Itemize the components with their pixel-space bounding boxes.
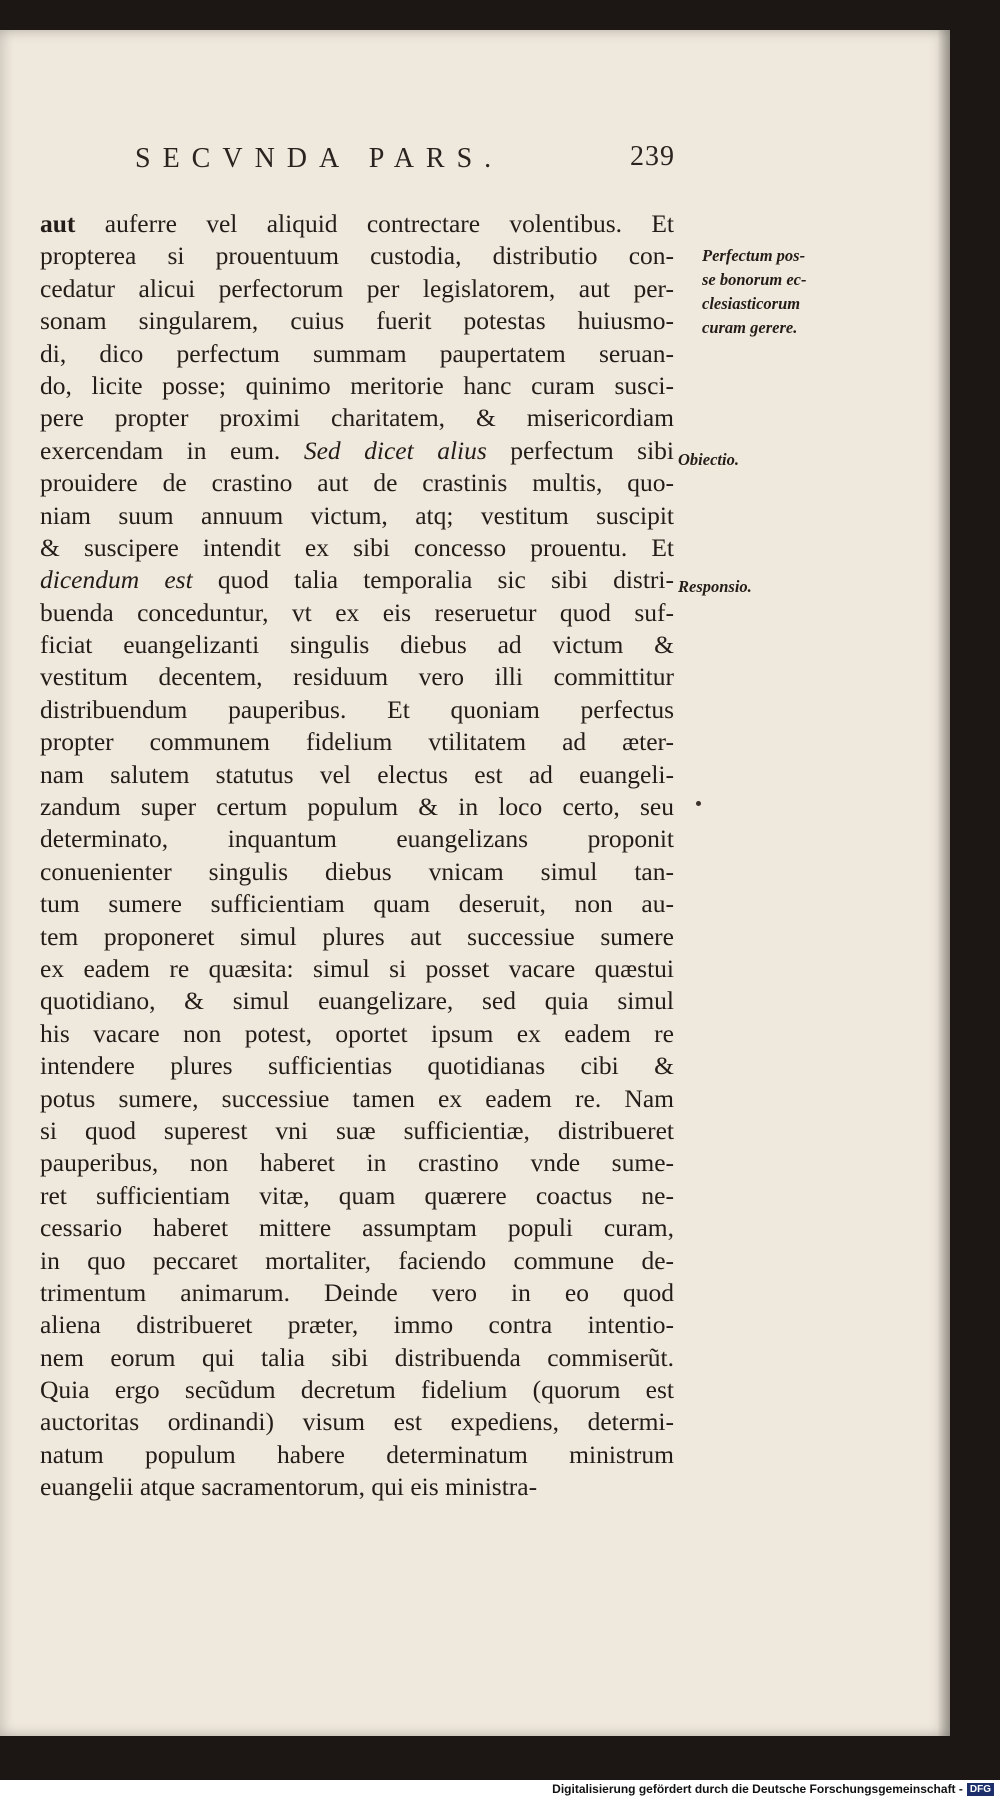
text-run: niam suum annuum victum, atq; vestitum suscipit (40, 500, 674, 530)
text-run: aliena distribueret præter, immo contra intentio- (40, 1310, 674, 1340)
text-run: zandum super certum populum & in loco certo, seu (40, 792, 674, 822)
credit-text: Digitalisierung gefördert durch die Deutsche Forschungsgemeinschaft - (552, 1782, 963, 1796)
text-run: di, dico perfectum summam paupertatem seruan- (40, 338, 674, 368)
text-line (40, 273, 674, 305)
text-line (40, 1471, 674, 1503)
text-line (40, 1212, 674, 1244)
italic-phrase: dicendum est (40, 565, 193, 595)
text-line (40, 370, 674, 402)
text-line (40, 1018, 674, 1050)
text-line (40, 1147, 674, 1179)
bold-word: aut (40, 209, 105, 238)
digitization-credit (552, 1782, 994, 1796)
text-line (40, 1374, 674, 1406)
gloss-line: se bonorum ec- (702, 270, 807, 289)
text-run: & suscipere intendit ex sibi concesso prouentu. Et (40, 532, 674, 562)
text-line (40, 1439, 674, 1471)
gloss-line: curam gerere. (702, 318, 798, 337)
margin-gloss-responsio: Responsio. (678, 577, 752, 596)
text-run: distribuendum pauperibus. Et quoniam perfectus (40, 694, 674, 724)
text-line (40, 1309, 674, 1341)
margin-gloss-perfectum (702, 244, 832, 340)
text-line (40, 1277, 674, 1309)
text-run: pauperibus, non haberet in crastino vnde sume- (40, 1148, 674, 1178)
text-run: pere propter proximi charitatem, & misericordiam (40, 403, 674, 433)
text-run: tum sumere sufficientiam quam deseruit, non au- (40, 889, 674, 919)
gloss-line: clesiasticorum (702, 294, 801, 313)
page-number: 239 (630, 141, 675, 172)
text-run: Quia ergo secũdum decretum fidelium (quorum est (40, 1375, 674, 1405)
dfg-logo: DFG (967, 1783, 994, 1796)
text-line (40, 240, 674, 272)
text-line (40, 1342, 674, 1374)
text-line (40, 402, 674, 434)
text-run: cedatur alicui perfectorum per legislatorem, aut per- (40, 273, 674, 303)
text-line (40, 500, 674, 532)
text-line (40, 597, 674, 629)
text-line (40, 435, 674, 467)
text-run: potus sumere, successiue tamen ex eadem re. Nam (40, 1083, 674, 1113)
margin-ink-mark (696, 801, 701, 806)
text-run: his vacare non potest, oportet ipsum ex eadem re (40, 1018, 674, 1048)
text-line (40, 1245, 674, 1277)
text-run: ret sufficientiam vitæ, quam quærere coactus ne- (40, 1180, 674, 1210)
text-line (40, 888, 674, 920)
text-line (40, 1180, 674, 1212)
text-run: exercendam in eum. (40, 435, 304, 465)
text-line (40, 564, 674, 596)
text-run: determinato, inquantum euangelizans proponit (40, 824, 674, 854)
text-line (40, 532, 674, 564)
text-line (40, 985, 674, 1017)
text-run: vestitum decentem, residuum vero illi committitur (40, 662, 674, 692)
text-run: propterea si prouentuum custodia, distributio con- (40, 241, 674, 271)
text-line (40, 694, 674, 726)
text-run: natum populum habere determinatum ministrum (40, 1439, 674, 1469)
text-line (40, 856, 674, 888)
text-run: do, licite posse; quinimo meritorie hanc curam susci- (40, 370, 674, 400)
text-line (40, 467, 674, 499)
text-line (40, 1050, 674, 1082)
book-page (0, 30, 950, 1736)
text-run: ficiat euangelizanti singulis diebus ad victum & (40, 630, 674, 660)
text-run: trimentum animarum. Deinde vero in eo quod (40, 1277, 674, 1307)
text-line (40, 1083, 674, 1115)
text-line (40, 629, 674, 661)
text-line (40, 759, 674, 791)
text-line (40, 726, 674, 758)
text-run: perfectum sibi (486, 435, 674, 465)
text-run: quotidiano, & simul euangelizare, sed quia simul (40, 986, 674, 1016)
running-head (135, 131, 675, 187)
text-run: nem eorum qui talia sibi distribuenda commiserũt. (40, 1342, 674, 1372)
text-run: si quod superest vni suæ sufficientiæ, distribueret (40, 1115, 674, 1145)
text-run: buenda conceduntur, vt ex eis reseruetur quod suf- (40, 597, 674, 627)
running-head-title: SECVNDA PARS. (135, 143, 504, 174)
text-run: auctoritas ordinandi) visum est expediens, determi- (40, 1407, 674, 1437)
text-run: conuenienter singulis diebus vnicam simul tan- (40, 856, 674, 886)
text-run: euangelii atque sacramentorum, qui eis ministra- (40, 1472, 538, 1502)
text-run: tem proponeret simul plures aut successiue sumere (40, 921, 674, 951)
text-line (40, 921, 674, 953)
text-run: nam salutem statutus vel electus est ad euangeli- (40, 759, 674, 789)
text-run: auferre vel aliquid contrectare volentibus. Et (104, 209, 674, 238)
gloss-line: Perfectum pos- (702, 246, 806, 265)
text-run: cessario haberet mittere assumptam populi curam, (40, 1213, 674, 1243)
text-run: quod talia temporalia sic sibi distri- (192, 565, 674, 595)
text-line (40, 791, 674, 823)
italic-phrase: Sed dicet alius (303, 435, 487, 465)
text-run: propter communem fidelium vtilitatem ad æter- (40, 727, 674, 757)
text-line (40, 661, 674, 693)
text-line (40, 338, 674, 370)
text-line (40, 823, 674, 855)
text-line (40, 305, 674, 337)
text-line (40, 208, 674, 240)
text-run: ex eadem re quæsita: simul si posset vacare quæstui (40, 953, 674, 983)
text-run: in quo peccaret mortaliter, faciendo commune de- (40, 1245, 674, 1275)
text-run: sonam singularem, cuius fuerit potestas huiusmo- (40, 306, 674, 336)
text-line (40, 1406, 674, 1438)
text-run: intendere plures sufficientias quotidianas cibi & (40, 1051, 674, 1081)
text-line (40, 953, 674, 985)
text-run: prouidere de crastino aut de crastinis multis, quo- (40, 468, 674, 498)
margin-gloss-obiectio: Obiectio. (678, 450, 739, 469)
text-line (40, 1115, 674, 1147)
main-text-block (40, 208, 674, 1504)
